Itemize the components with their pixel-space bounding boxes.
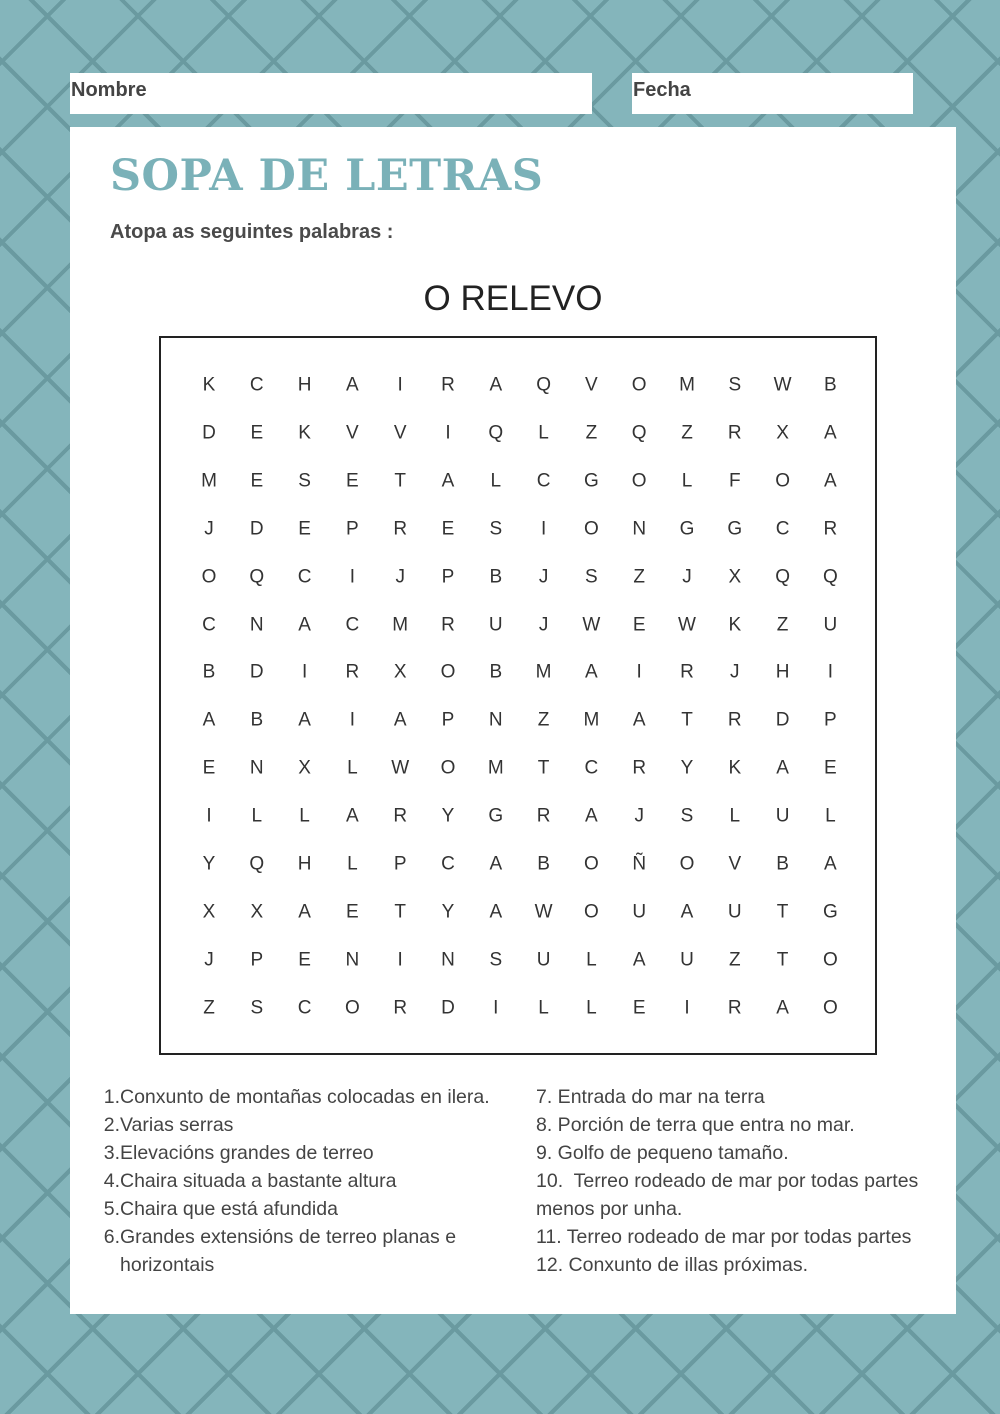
grid-letter[interactable]: C: [441, 853, 455, 875]
grid-letter[interactable]: E: [250, 470, 264, 492]
grid-letter[interactable]: T: [776, 949, 789, 971]
grid-letter[interactable]: X: [250, 901, 264, 923]
clue-text: Entrada do mar na terra: [552, 1086, 765, 1108]
grid-letter[interactable]: N: [249, 614, 264, 635]
grid-letter[interactable]: Q: [249, 853, 265, 875]
grid-letter[interactable]: Z: [681, 422, 693, 444]
grid-letter[interactable]: L: [538, 997, 549, 1019]
grid-letter[interactable]: Y: [441, 901, 455, 923]
grid-letter[interactable]: C: [249, 374, 264, 396]
grid-letter[interactable]: I: [349, 566, 356, 588]
clue-number: 9.: [536, 1142, 553, 1164]
clue-item: [536, 1167, 951, 1223]
grid-letter[interactable]: I: [636, 661, 642, 683]
clue-text: Terreo rodeado de mar por todas partes: [561, 1226, 912, 1248]
grid-letter[interactable]: C: [584, 757, 599, 779]
grid-letter[interactable]: D: [202, 422, 216, 444]
grid-letter[interactable]: A: [632, 709, 646, 731]
grid-letter[interactable]: N: [488, 709, 503, 731]
grid-letter[interactable]: V: [393, 422, 407, 444]
grid-letter[interactable]: O: [440, 661, 456, 683]
clue-number: 7.: [536, 1086, 553, 1108]
grid-letter[interactable]: I: [827, 661, 834, 683]
grid-letter[interactable]: W: [773, 374, 792, 396]
grid-letter[interactable]: J: [730, 661, 740, 683]
grid-letter[interactable]: U: [632, 901, 647, 923]
grid-letter[interactable]: O: [775, 470, 790, 492]
clue-item: [98, 1083, 518, 1111]
grid-letter[interactable]: B: [489, 661, 503, 683]
grid-letter[interactable]: A: [441, 470, 455, 492]
grid-letter[interactable]: U: [536, 949, 551, 971]
grid-letter[interactable]: Z: [585, 422, 598, 444]
grid-letter[interactable]: U: [823, 614, 838, 635]
grid-letter[interactable]: L: [729, 805, 741, 827]
grid-letter[interactable]: S: [298, 470, 311, 492]
grid-letter[interactable]: C: [536, 470, 551, 492]
grid-letter[interactable]: N: [441, 949, 455, 971]
grid-letter[interactable]: S: [489, 949, 503, 971]
grid-letter[interactable]: C: [775, 518, 790, 540]
date-label: Fecha: [633, 79, 691, 101]
grid-letter[interactable]: N: [632, 518, 647, 540]
clue-text: Chaira que está afundida: [120, 1198, 338, 1220]
grid-letter[interactable]: E: [346, 901, 359, 923]
grid-letter[interactable]: G: [727, 518, 743, 540]
grid-letter[interactable]: V: [728, 853, 742, 875]
grid-letter[interactable]: L: [251, 805, 263, 827]
grid-letter[interactable]: O: [631, 374, 647, 396]
grid-letter[interactable]: P: [250, 949, 264, 971]
grid-letter[interactable]: B: [776, 853, 789, 875]
grid-letter[interactable]: A: [489, 901, 503, 923]
grid-letter[interactable]: H: [297, 853, 312, 875]
grid-letter[interactable]: E: [632, 997, 646, 1019]
grid-letter[interactable]: R: [727, 997, 742, 1019]
grid-letter[interactable]: S: [728, 374, 742, 396]
grid-letter[interactable]: S: [585, 566, 598, 588]
grid-letter[interactable]: A: [298, 901, 311, 923]
grid-letter[interactable]: Q: [536, 374, 551, 396]
grid-letter[interactable]: J: [682, 566, 692, 588]
grid-letter[interactable]: J: [634, 805, 644, 827]
grid-letter[interactable]: B: [202, 661, 216, 683]
grid-letter[interactable]: E: [298, 949, 311, 971]
clue-item: [98, 1195, 518, 1223]
grid-letter[interactable]: E: [250, 422, 264, 444]
grid-letter[interactable]: J: [538, 614, 549, 635]
grid-letter[interactable]: A: [824, 853, 837, 875]
grid-letter[interactable]: D: [775, 709, 790, 731]
grid-letter[interactable]: M: [392, 614, 409, 635]
grid-letter[interactable]: X: [776, 422, 789, 444]
grid-letter[interactable]: X: [393, 661, 407, 683]
grid-letter[interactable]: M: [535, 661, 552, 683]
grid-letter[interactable]: X: [202, 901, 216, 923]
grid-letter[interactable]: T: [394, 470, 406, 492]
grid-letter[interactable]: L: [490, 470, 502, 492]
grid-letter[interactable]: H: [297, 374, 312, 396]
grid-letter[interactable]: Y: [441, 805, 455, 827]
grid-letter[interactable]: O: [679, 853, 695, 875]
grid-letter[interactable]: C: [297, 997, 312, 1019]
grid-letter[interactable]: E: [632, 614, 646, 635]
grid-letter[interactable]: A: [393, 709, 407, 731]
grid-letter[interactable]: G: [679, 518, 695, 540]
grid-letter[interactable]: R: [727, 709, 742, 731]
grid-letter[interactable]: A: [776, 757, 789, 779]
grid-letter[interactable]: O: [631, 470, 647, 492]
clue-number: 6.: [103, 1226, 120, 1248]
clue-number: 11.: [536, 1226, 562, 1248]
grid-letter[interactable]: A: [776, 997, 789, 1019]
grid-letter[interactable]: S: [250, 997, 264, 1019]
clue-number: 5.: [103, 1198, 120, 1220]
grid-letter[interactable]: J: [204, 518, 214, 540]
grid-letter[interactable]: N: [345, 949, 360, 971]
grid-letter[interactable]: K: [202, 374, 216, 396]
clue-item: [536, 1083, 951, 1111]
grid-letter[interactable]: P: [441, 709, 455, 731]
grid-letter[interactable]: L: [586, 949, 597, 971]
grid-letter[interactable]: T: [776, 901, 789, 923]
grid-letter[interactable]: M: [487, 757, 504, 779]
worksheet: [70, 127, 956, 1314]
grid-letter[interactable]: Q: [631, 422, 647, 444]
grid-letter[interactable]: A: [489, 853, 503, 875]
grid-letter[interactable]: P: [346, 518, 359, 540]
grid-letter[interactable]: O: [201, 566, 217, 588]
clue-text: Conxunto de montañas colocadas en ilera.: [120, 1086, 490, 1108]
grid-letter[interactable]: Y: [680, 757, 694, 779]
grid-letter[interactable]: P: [393, 853, 407, 875]
clue-number: 1.: [103, 1086, 120, 1108]
grid-letter[interactable]: Q: [488, 422, 504, 444]
grid-letter[interactable]: R: [632, 757, 647, 779]
grid-letter[interactable]: L: [347, 757, 358, 779]
grid-letter[interactable]: B: [250, 709, 264, 731]
grid-letter[interactable]: I: [397, 374, 403, 396]
grid-letter[interactable]: G: [488, 805, 504, 827]
grid-letter[interactable]: A: [632, 949, 646, 971]
grid-letter[interactable]: K: [298, 422, 311, 444]
grid-letter[interactable]: U: [727, 901, 742, 923]
grid-letter[interactable]: R: [393, 518, 408, 540]
grid-letter[interactable]: R: [393, 805, 408, 827]
grid-letter[interactable]: S: [489, 518, 503, 540]
grid-letter[interactable]: A: [298, 614, 311, 635]
grid-letter[interactable]: A: [824, 470, 837, 492]
clue-text: Grandes extensións de terreo planas e horizontais: [120, 1226, 462, 1276]
grid-letter[interactable]: G: [823, 901, 838, 923]
grid-letter[interactable]: A: [585, 661, 598, 683]
grid-letter[interactable]: L: [825, 805, 836, 827]
grid-letter[interactable]: R: [441, 614, 455, 635]
grid-letter[interactable]: Z: [203, 997, 215, 1019]
grid-letter[interactable]: A: [585, 805, 598, 827]
clue-number: 4.: [103, 1170, 120, 1192]
grid-letter[interactable]: Z: [776, 614, 789, 635]
grid-letter[interactable]: Z: [633, 566, 645, 588]
puzzle-title: O RELEVO: [423, 279, 603, 318]
word-search-grid: [159, 336, 877, 1055]
grid-letter[interactable]: E: [346, 470, 359, 492]
grid-letter[interactable]: I: [206, 805, 212, 827]
grid-letter[interactable]: D: [249, 661, 264, 683]
clue-text: Chaira situada a bastante altura: [120, 1170, 397, 1192]
clue-text: Porción de terra que entra no mar.: [552, 1114, 855, 1136]
clue-item: [536, 1139, 951, 1167]
clue-item: [536, 1111, 951, 1139]
name-field[interactable]: [70, 73, 592, 114]
grid-letter[interactable]: R: [823, 518, 838, 540]
grid-letter[interactable]: I: [301, 661, 308, 683]
grid-letter[interactable]: W: [534, 901, 553, 923]
clue-text: Terreo rodeado de mar por todas partes menos por unha.: [536, 1170, 924, 1220]
instruction-text: Atopa as seguintes palabras :: [110, 221, 394, 243]
grid-letter[interactable]: T: [681, 709, 693, 731]
clue-item: [98, 1139, 518, 1167]
grid-letter[interactable]: A: [824, 422, 837, 444]
grid-letter[interactable]: O: [440, 757, 456, 779]
grid-letter[interactable]: H: [775, 661, 790, 683]
clue-item: [98, 1167, 518, 1195]
grid-letter[interactable]: I: [493, 997, 499, 1019]
clue-number: 3.: [103, 1142, 120, 1164]
clue-text: Elevacións grandes de terreo: [120, 1142, 374, 1164]
grid-letter[interactable]: A: [298, 709, 311, 731]
grid-letter[interactable]: Ñ: [632, 853, 647, 875]
grid-letter[interactable]: J: [538, 566, 549, 588]
grid-letter[interactable]: Z: [728, 949, 741, 971]
grid-letter[interactable]: T: [394, 901, 406, 923]
grid-letter[interactable]: I: [684, 997, 690, 1019]
grid-letter[interactable]: D: [249, 518, 264, 540]
grid-letter[interactable]: R: [441, 374, 455, 396]
grid-letter[interactable]: A: [346, 805, 359, 827]
grid-letter[interactable]: U: [680, 949, 694, 971]
clue-text: Golfo de pequeno tamaño.: [552, 1142, 789, 1164]
grid-letter[interactable]: B: [824, 374, 837, 396]
grid-letter[interactable]: S: [680, 805, 694, 827]
grid-letter[interactable]: P: [441, 566, 455, 588]
grid-letter[interactable]: R: [393, 997, 408, 1019]
grid-letter[interactable]: L: [347, 853, 358, 875]
grid-letter[interactable]: L: [681, 470, 693, 492]
grid-letter[interactable]: U: [488, 614, 503, 635]
grid-letter[interactable]: L: [299, 805, 310, 827]
grid-letter[interactable]: O: [823, 949, 838, 971]
clue-text: Varias serras: [120, 1114, 234, 1136]
grid-letter[interactable]: R: [727, 422, 742, 444]
grid-letter[interactable]: N: [249, 757, 264, 779]
grid-letter[interactable]: E: [824, 757, 837, 779]
grid-letter[interactable]: T: [537, 757, 550, 779]
grid-letter[interactable]: I: [397, 949, 403, 971]
grid-letter[interactable]: R: [345, 661, 360, 683]
grid-letter[interactable]: I: [445, 422, 451, 444]
grid-letter[interactable]: Q: [249, 566, 265, 588]
grid-letter[interactable]: P: [824, 709, 837, 731]
grid-letter[interactable]: K: [728, 757, 742, 779]
clue-number: 2.: [103, 1114, 120, 1136]
clue-list-right: [536, 1083, 951, 1279]
grid-letter[interactable]: U: [775, 805, 790, 827]
grid-letter[interactable]: Q: [775, 566, 790, 588]
grid-letter[interactable]: V: [346, 422, 359, 444]
grid-letter[interactable]: O: [584, 518, 599, 540]
clue-item: [98, 1223, 518, 1279]
grid-letter[interactable]: A: [202, 709, 216, 731]
clue-item: [536, 1223, 951, 1251]
grid-letter[interactable]: B: [489, 566, 503, 588]
grid-letter[interactable]: J: [395, 566, 405, 588]
grid-letter[interactable]: E: [298, 518, 311, 540]
grid-letter[interactable]: I: [540, 518, 547, 540]
clue-number: 8.: [536, 1114, 553, 1136]
grid-letter[interactable]: Y: [202, 853, 216, 875]
grid-letter[interactable]: L: [586, 997, 597, 1019]
clue-number: 12.: [536, 1254, 564, 1276]
grid-letter[interactable]: L: [538, 422, 549, 444]
grid-letter[interactable]: A: [346, 374, 359, 396]
grid-letter[interactable]: K: [728, 614, 742, 635]
grid-letter[interactable]: X: [298, 757, 311, 779]
grid-letter[interactable]: Z: [537, 709, 550, 731]
grid-letter[interactable]: X: [728, 566, 742, 588]
grid-letter[interactable]: W: [391, 757, 410, 779]
grid-letter[interactable]: I: [349, 709, 356, 731]
grid-letter[interactable]: J: [204, 949, 214, 971]
clue-number: 10.: [536, 1170, 564, 1192]
grid-letter[interactable]: R: [536, 805, 551, 827]
grid-letter[interactable]: M: [201, 470, 217, 492]
grid-letter[interactable]: M: [583, 709, 600, 731]
grid-letter[interactable]: D: [441, 997, 455, 1019]
grid-letter[interactable]: F: [728, 470, 741, 492]
grid-letter[interactable]: C: [202, 614, 216, 635]
grid-letter[interactable]: O: [345, 997, 360, 1019]
grid-letter[interactable]: Q: [823, 566, 838, 588]
grid-letter[interactable]: G: [584, 470, 599, 492]
grid-letter[interactable]: V: [585, 374, 598, 396]
clue-item: [98, 1111, 518, 1139]
page-title: SOPA DE LETRAS: [110, 151, 544, 201]
grid-letter[interactable]: E: [202, 757, 216, 779]
grid-letter[interactable]: C: [297, 566, 312, 588]
grid-letter[interactable]: E: [441, 518, 455, 540]
grid-letter[interactable]: O: [584, 853, 599, 875]
name-label: Nombre: [71, 79, 147, 101]
grid-letter[interactable]: M: [679, 374, 695, 396]
clue-list-left: [98, 1083, 518, 1279]
grid-letter[interactable]: W: [582, 614, 601, 635]
grid-letter[interactable]: R: [680, 661, 694, 683]
clue-text: Conxunto de illas próximas.: [563, 1254, 809, 1276]
grid-letter[interactable]: B: [537, 853, 550, 875]
grid-letter[interactable]: W: [678, 614, 696, 635]
grid-letter[interactable]: C: [345, 614, 360, 635]
grid-letter[interactable]: A: [680, 901, 694, 923]
grid-letter[interactable]: A: [489, 374, 503, 396]
grid-letter[interactable]: O: [584, 901, 599, 923]
grid-letter[interactable]: O: [823, 997, 838, 1019]
date-field[interactable]: [632, 73, 913, 114]
clue-item: [536, 1251, 951, 1279]
